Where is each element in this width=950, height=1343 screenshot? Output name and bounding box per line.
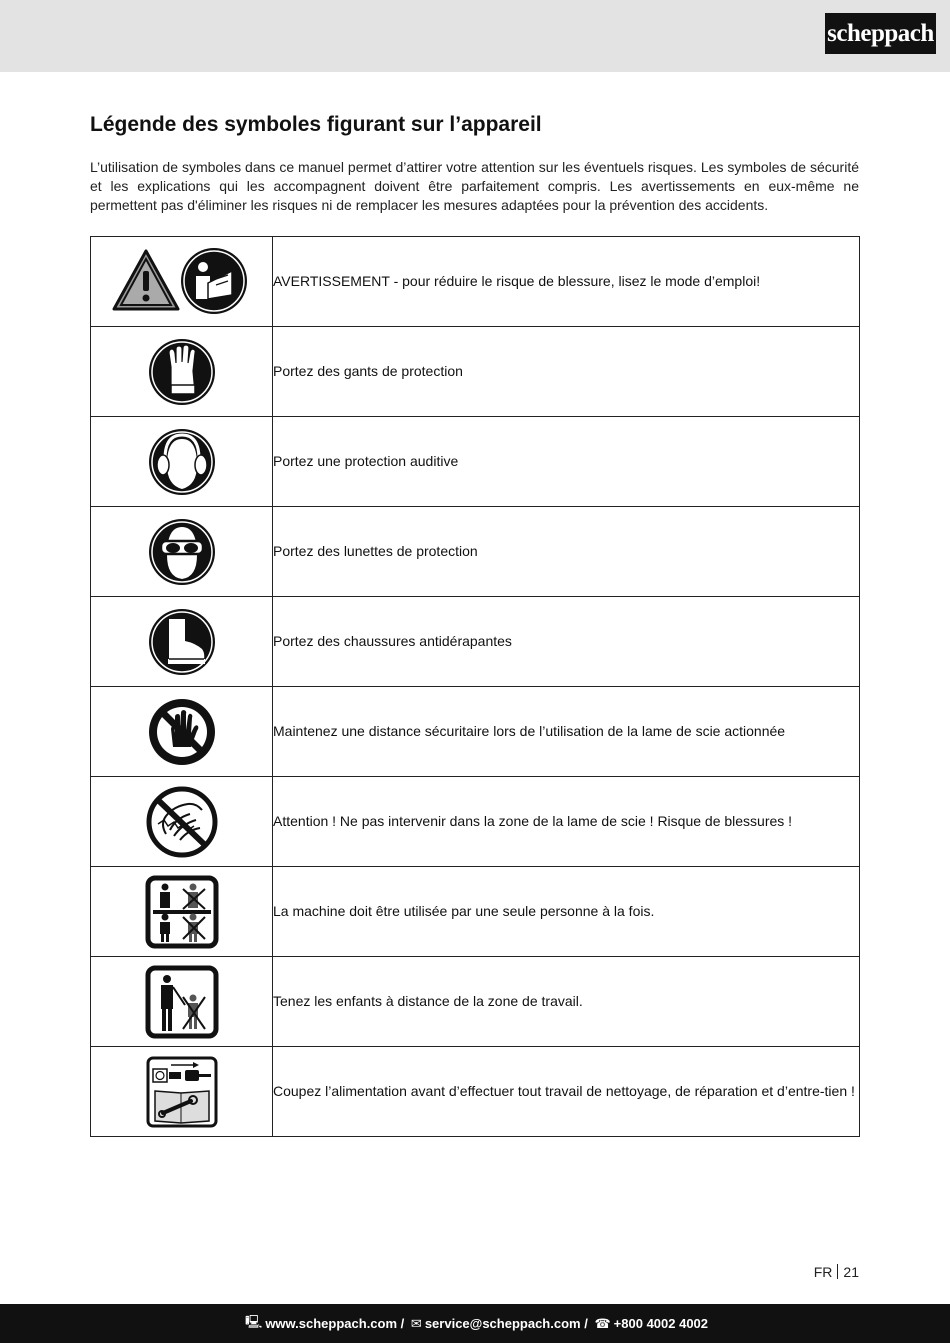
header-bar [0, 0, 950, 72]
symbol-description: Portez des lunettes de protection [273, 507, 860, 597]
symbol-cell [91, 867, 273, 957]
safety-boots-icon [147, 607, 217, 677]
table-row [91, 237, 860, 327]
symbol-cell [91, 507, 273, 597]
symbol-cell [91, 237, 273, 327]
symbol-description: Tenez les enfants à distance de la zone de travail. [273, 957, 860, 1047]
symbol-legend-table [90, 236, 860, 1137]
unplug-before-maintenance-icon [145, 1055, 219, 1129]
scheppach-logo: scheppach [825, 13, 936, 54]
page-title: Légende des symboles figurant sur l’appareil [90, 113, 542, 136]
keep-distance-hand-icon [147, 697, 217, 767]
keep-children-away-icon [145, 965, 219, 1039]
table-row [91, 1047, 860, 1137]
warning-read-manual-icon [112, 247, 252, 317]
single-operator-icon [145, 875, 219, 949]
footer-phone[interactable]: +800 4002 4002 [613, 1316, 709, 1331]
symbol-description: Attention ! Ne pas intervenir dans la zone de la lame de scie ! Risque de blessures ! [273, 777, 860, 867]
symbol-cell [91, 1047, 273, 1137]
footer-separator: / [584, 1316, 588, 1331]
page-number [814, 1264, 859, 1280]
symbol-cell [91, 687, 273, 777]
table-row [91, 777, 860, 867]
footer-separator: / [400, 1316, 405, 1331]
safety-goggles-icon [147, 517, 217, 587]
footer-email[interactable]: service@scheppach.com [424, 1316, 581, 1331]
table-row [91, 417, 860, 507]
no-hands-blade-zone-icon [144, 784, 220, 860]
page-number-divider [837, 1264, 838, 1279]
symbol-cell [91, 957, 273, 1047]
phone-icon: ☎ [594, 1315, 611, 1331]
table-row [91, 867, 860, 957]
table-row [91, 687, 860, 777]
symbol-description: Portez des gants de protection [273, 327, 860, 417]
symbol-description: Coupez l’alimentation avant d’effectuer tout travail de nettoyage, de réparation et d’entre-tien ! [273, 1047, 860, 1137]
symbol-description: Maintenez une distance sécuritaire lors de l’utilisation de la lame de scie actionnée [273, 687, 860, 777]
table-row [91, 597, 860, 687]
intro-paragraph: L’utilisation de symboles dans ce manuel permet d’attirer votre attention sur les éventuels risques. Les symboles de sécurité et les explications qui les accompagnent doivent être parfaitement compris. Les avertissements en eux-même ne permettent pas d'éliminer les risques ni de remplacer les mesures adaptées pour la prévention des accidents. [90, 159, 859, 213]
page-number-value: 21 [843, 1264, 859, 1280]
table-row [91, 507, 860, 597]
symbol-cell [91, 597, 273, 687]
symbol-description: Portez une protection auditive [273, 417, 860, 507]
symbol-description: AVERTISSEMENT - pour réduire le risque de blessure, lisez le mode d’emploi! [273, 237, 860, 327]
page-language: FR [813, 1264, 833, 1280]
symbol-description: Portez des chaussures antidérapantes [273, 597, 860, 687]
table-row [91, 957, 860, 1047]
footer-website[interactable]: www.scheppach.com [265, 1316, 398, 1331]
symbol-cell [91, 777, 273, 867]
symbol-cell [91, 417, 273, 507]
table-row [91, 327, 860, 417]
computer-icon: 🖳 [244, 1313, 263, 1329]
symbol-cell [91, 327, 273, 417]
symbol-description: La machine doit être utilisée par une seule personne à la fois. [273, 867, 860, 957]
hearing-protection-icon [147, 427, 217, 497]
email-icon: ✉ [410, 1315, 422, 1331]
protective-gloves-icon [147, 337, 217, 407]
footer-bar [0, 1304, 950, 1343]
